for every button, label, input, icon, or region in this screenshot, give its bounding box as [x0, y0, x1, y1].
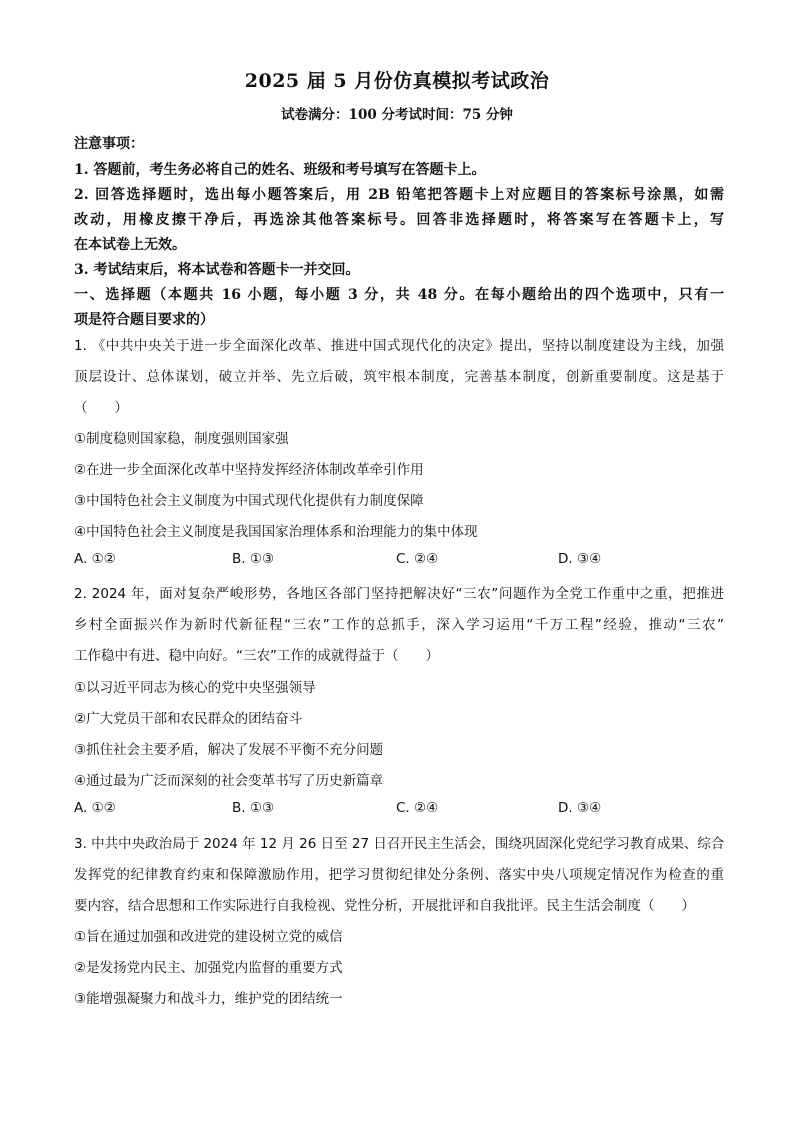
- q1-option-3: ③中国特色社会主义制度为中国式现代化提供有力制度保障: [74, 493, 424, 509]
- q1-option-1: ①制度稳则国家稳，制度强则国家强: [74, 431, 289, 447]
- q1-choice-c: C. ②④: [396, 551, 439, 567]
- notice-heading: 注意事项：: [74, 136, 144, 152]
- q1-option-4: ④中国特色社会主义制度是我国国家治理体系和治理能力的集中体现: [74, 524, 478, 540]
- q2-choice-a: A. ①②: [74, 800, 116, 816]
- q2-stem-line-1: 2. 2024 年，面对复杂严峻形势，各地区各部门坚持把解决好“三农”问题作为全党工作重中之重，把推进: [74, 586, 724, 602]
- q2-option-1: ①以习近平同志为核心的党中央坚强领导: [74, 680, 316, 696]
- q3-stem-line-3: 要内容，结合思想和工作实际进行自我检视、党性分析，开展批评和自我批评。民主生活会制度（ ）: [74, 898, 695, 914]
- q1-choice-b: B. ①③: [232, 551, 275, 567]
- notice-item-2-line-1: 2. 回答选择题时，选出每小题答案后，用 2B 铅笔把答题卡上对应题目的答案标号涂黑，如需: [74, 187, 724, 203]
- exam-subtitle: 试卷满分：100 分考试时间：75 分钟: [281, 107, 513, 123]
- exam-title: 2025 届 5 月份仿真模拟考试政治: [244, 70, 550, 92]
- notice-item-3: 3. 考试结束后，将本试卷和答题卡一并交回。: [74, 262, 360, 278]
- notice-item-2-line-3: 在本试卷上无效。: [74, 237, 186, 253]
- q2-option-4: ④通过最为广泛而深刻的社会变革书写了历史新篇章: [74, 773, 384, 789]
- section-heading-line-2: 项是符合题目要求的）: [74, 312, 214, 328]
- q3-stem-line-2: 发挥党的纪律教育约束和保障激励作用，把学习贯彻纪律处分条例、落实中央八项规定情况作为检查的重: [74, 867, 724, 883]
- section-heading-line-1: 一、选择题（本题共 16 小题，每小题 3 分，共 48 分。在每小题给出的四个选项中，只有一: [74, 287, 724, 303]
- q1-choice-d: D. ③④: [558, 551, 602, 567]
- q1-stem-line-2: 顶层设计、总体谋划，破立并举、先立后破，筑牢根本制度，完善基本制度，创新重要制度。这是基于: [74, 369, 724, 385]
- q2-option-3: ③抓住社会主要矛盾，解决了发展不平衡不充分问题: [74, 742, 384, 758]
- q1-stem-line-1: 1. 《中共中央关于进一步全面深化改革、推进中国式现代化的决定》提出，坚持以制度建设为主线，加强: [74, 338, 724, 354]
- q3-stem-line-1: 3. 中共中央政治局于 2024 年 12 月 26 日至 27 日召开民主生活会，围绕巩固深化党纪学习教育成果、综合: [74, 836, 724, 852]
- q3-option-2: ②是发扬党内民主、加强党内监督的重要方式: [74, 960, 343, 976]
- notice-item-2-line-2: 改动，用橡皮擦干净后，再选涂其他答案标号。回答非选择题时，将答案写在答题卡上，写: [74, 212, 724, 228]
- q1-choice-a: A. ①②: [74, 551, 116, 567]
- q2-stem-line-3: 工作稳中有进、稳中向好。“三农”工作的成就得益于（ ）: [74, 648, 439, 664]
- q2-stem-line-2: 乡村全面振兴作为新时代新征程“三农”工作的总抓手，深入学习运用“千万工程”经验，推动“三农”: [74, 617, 724, 633]
- q2-option-2: ②广大党员干部和农民群众的团结奋斗: [74, 711, 303, 727]
- notice-item-1: 1. 答题前，考生务必将自己的姓名、班级和考号填写在答题卡上。: [74, 162, 486, 178]
- q2-choice-c: C. ②④: [396, 800, 439, 816]
- q2-choice-d: D. ③④: [558, 800, 602, 816]
- q1-stem-line-3: （ ）: [74, 400, 128, 416]
- q1-choices: [74, 551, 724, 569]
- q3-option-1: ①旨在通过加强和改进党的建设树立党的威信: [74, 929, 343, 945]
- q2-choices: [74, 800, 724, 818]
- q3-option-3: ③能增强凝聚力和战斗力，维护党的团结统一: [74, 991, 343, 1007]
- q1-option-2: ②在进一步全面深化改革中坚持发挥经济体制改革牵引作用: [74, 462, 424, 478]
- q2-choice-b: B. ①③: [232, 800, 275, 816]
